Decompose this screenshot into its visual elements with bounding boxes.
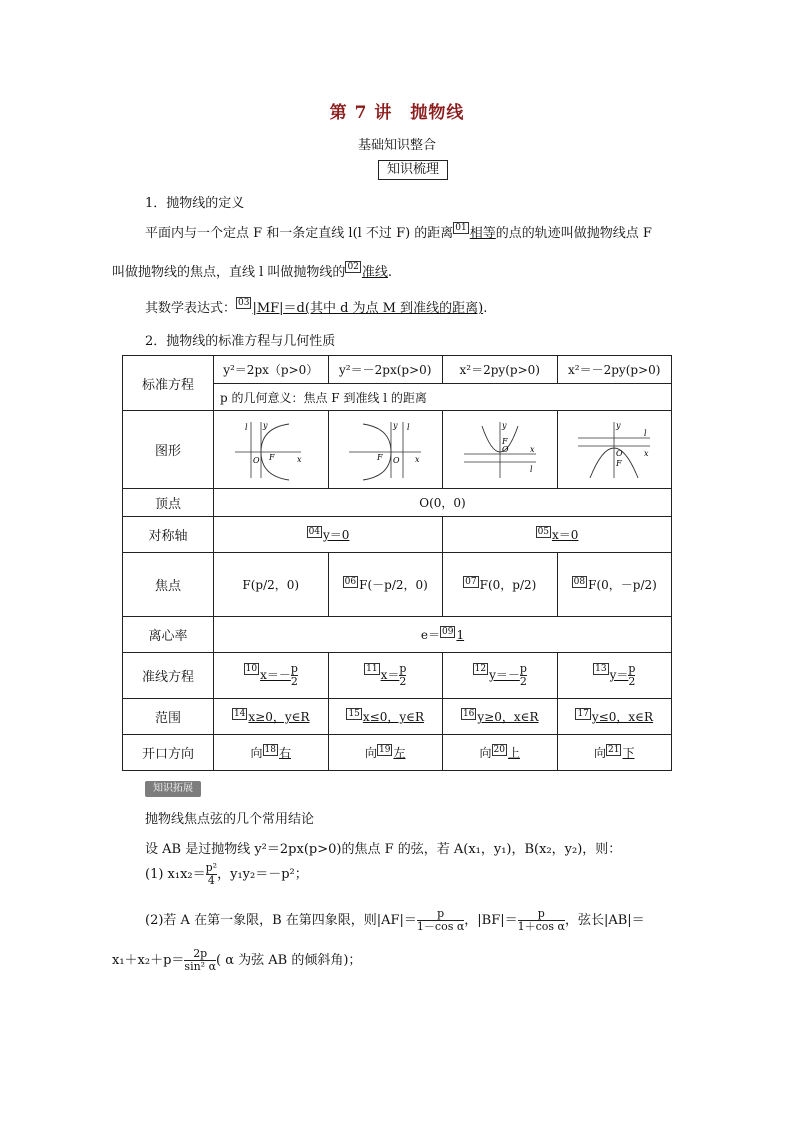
row-label: 标准方程 xyxy=(123,356,214,411)
definition-line1 xyxy=(145,222,652,241)
svg-text:l: l xyxy=(244,422,248,432)
row-label: 顶点 xyxy=(123,489,214,517)
directrix-cell: 12 y＝－ $\frac{p}{2}$ xyxy=(443,653,558,699)
range-cell: 17 y≤0，x∈R xyxy=(557,699,672,735)
table-row xyxy=(123,489,672,517)
opening-cell: 向 18 右 xyxy=(214,735,329,771)
blank-answer: |MF|＝d(其中 d 为点 M 到准线的距离) xyxy=(252,301,484,316)
blank-number: 03 xyxy=(238,298,250,308)
vertex-value: O(0，0) xyxy=(214,489,672,517)
ext-heading: 抛物线焦点弦的几个常用结论 xyxy=(145,812,315,827)
ext-item1: (1) x₁x₂＝ $\frac{\text{p²}}{4}$ ，y₁y₂＝－p²； xyxy=(145,861,308,887)
parabola-properties-table xyxy=(122,355,672,771)
focus-cell: 07 F(0，p/2) xyxy=(443,553,558,617)
opening-cell: 向 20 上 xyxy=(443,735,558,771)
opening-cell: 向 21 下 xyxy=(557,735,672,771)
definition-text: 的点的轨迹叫做抛物线点 F xyxy=(495,226,652,241)
range-cell: 14 x≥0，y∈R xyxy=(214,699,329,735)
ext-intro: 设 AB 是过抛物线 y²＝2px(p>0)的焦点 F 的弦，若 A(x₁，y₁)，B(x₂，y₂)，则： xyxy=(145,842,622,857)
focus-cell: 08 F(0，－p/2) xyxy=(557,553,672,617)
svg-text:O: O xyxy=(252,455,260,465)
row-label: 焦点 xyxy=(123,553,214,617)
blank-answer: 准线 xyxy=(361,265,388,280)
table-row xyxy=(123,553,672,617)
table-row xyxy=(123,517,672,553)
std-eq-cell: x²＝2py(p>0) xyxy=(443,356,558,384)
svg-text:F: F xyxy=(501,436,508,446)
row-label: 离心率 xyxy=(123,617,214,653)
svg-text:y: y xyxy=(616,420,621,430)
row-label: 准线方程 xyxy=(123,653,214,699)
svg-text:O: O xyxy=(393,455,400,465)
svg-text:y: y xyxy=(393,420,398,430)
definition-line2: 叫做抛物线的焦点，直线 l 叫做抛物线的 02 准线. xyxy=(112,262,393,280)
row-label: 对称轴 xyxy=(123,517,214,553)
table-row xyxy=(123,356,672,384)
ext-item2-line2: x₁＋x₂＋p＝ $\frac{2p}{\text{sin² α}}$ ( α 为弦 AB 的倾斜角)； xyxy=(112,947,362,973)
row-label: 范围 xyxy=(123,699,214,735)
definition-text: 平面内与一个定点 F 和一条定直线 l(l 不过 F) 的距离 xyxy=(145,226,454,241)
axis-cell: 04 y＝0 xyxy=(214,517,443,553)
row-label: 图形 xyxy=(123,411,214,489)
directrix-cell: 11 x＝ $\frac{p}{2}$ xyxy=(328,653,443,699)
graph-left-opening xyxy=(328,411,443,489)
knowledge-ext-tag: 知识拓展 xyxy=(145,781,201,797)
svg-text:y: y xyxy=(501,420,507,430)
definition-text: 其数学表达式： xyxy=(145,301,237,316)
graph-down-opening xyxy=(557,411,672,489)
focus-cell: F(p/2，0) xyxy=(214,553,329,617)
section-box-label: 知识梳理 xyxy=(378,160,448,180)
svg-text:F: F xyxy=(377,452,383,462)
table-row xyxy=(123,653,672,699)
definition-text: 叫做抛物线的焦点，直线 l 叫做抛物线的 xyxy=(112,265,346,280)
table-row xyxy=(123,617,672,653)
blank-answer: 相等 xyxy=(469,226,496,241)
focus-cell: 06 F(－p/2，0) xyxy=(328,553,443,617)
range-cell: 16 y≥0，x∈R xyxy=(443,699,558,735)
page-title: 第 7 讲 抛物线 xyxy=(329,103,465,123)
graph-right-opening xyxy=(214,411,329,489)
definition-line3: 其数学表达式： 03 |MF|＝d(其中 d 为点 M 到准线的距离). xyxy=(145,298,488,316)
table-row xyxy=(123,735,672,771)
svg-text:x: x xyxy=(529,444,535,454)
section1-heading: 1．抛物线的定义 xyxy=(145,196,245,211)
directrix-cell: 13 y＝ $\frac{p}{2}$ xyxy=(557,653,672,699)
std-eq-cell: y²＝2px（p>0） xyxy=(214,356,329,384)
svg-text:y: y xyxy=(262,420,268,430)
axis-cell: 05 x＝0 xyxy=(443,517,672,553)
directrix-cell: 10 x＝－ $\frac{p}{2}$ xyxy=(214,653,329,699)
table-row xyxy=(123,411,672,489)
svg-text:x: x xyxy=(644,448,649,458)
ext-item2-line1: (2)若 A 在第一象限，B 在第四象限，则|AF|＝ $\frac{p}{\text{1－cos α}}$ ，|BF|＝ $\frac{p}{\text{1＋cos α}}$ ，弦长|AB|＝ xyxy=(145,907,645,933)
svg-text:l: l xyxy=(407,422,410,432)
svg-text:l: l xyxy=(644,428,647,438)
blank-number: 02 xyxy=(347,262,359,272)
std-eq-cell: x²＝－2py(p>0) xyxy=(557,356,672,384)
svg-text:O: O xyxy=(501,444,509,454)
graph-up-opening xyxy=(443,411,558,489)
svg-text:x: x xyxy=(415,454,420,464)
table-row xyxy=(123,699,672,735)
svg-text:l: l xyxy=(529,464,533,474)
svg-text:x: x xyxy=(296,454,302,464)
blank-number: 01 xyxy=(455,223,467,233)
svg-text:F: F xyxy=(616,458,622,468)
eccentricity-cell: e＝ 09 1 xyxy=(214,617,672,653)
p-meaning-note: p 的几何意义：焦点 F 到准线 l 的距离 xyxy=(214,384,672,411)
opening-cell: 向 19 左 xyxy=(328,735,443,771)
svg-text:F: F xyxy=(268,452,275,462)
svg-text:O: O xyxy=(616,448,623,458)
std-eq-cell: y²＝－2px(p>0) xyxy=(328,356,443,384)
range-cell: 15 x≤0，y∈R xyxy=(328,699,443,735)
page-subtitle: 基础知识整合 xyxy=(357,138,436,153)
section2-heading: 2．抛物线的标准方程与几何性质 xyxy=(145,334,336,349)
row-label: 开口方向 xyxy=(123,735,214,771)
